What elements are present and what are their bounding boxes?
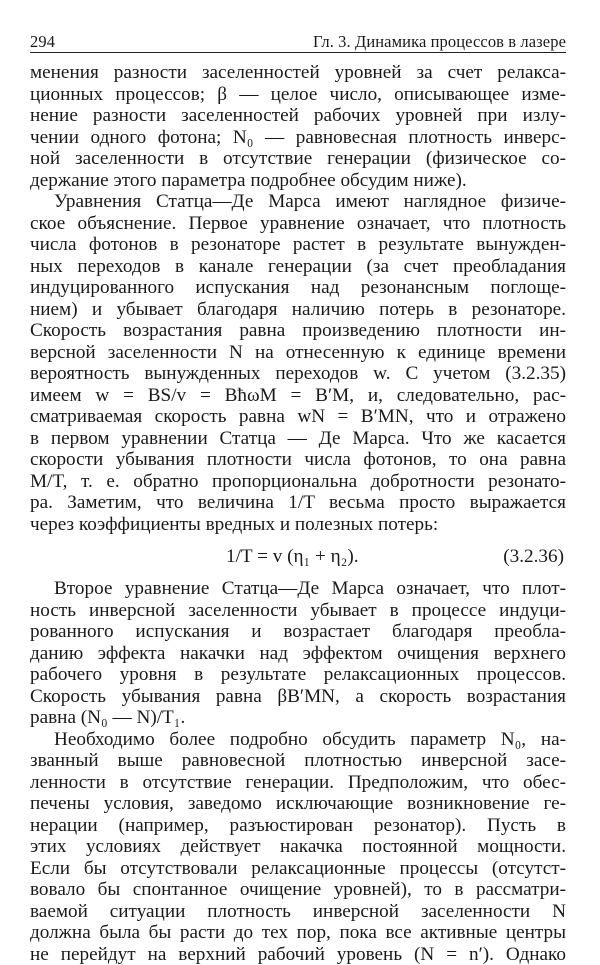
page-number: 294 — [30, 32, 55, 52]
text-line: равна (N₀ — N)/T₁. — [30, 707, 566, 729]
text-line: нение разности заселенностей рабочих уровней при излу- — [30, 105, 566, 127]
text-line: числа фотонов в резонаторе растет в результате вынужден- — [30, 234, 566, 256]
text-line: ваемой ситуации плотность инверсной заселенности N — [30, 901, 566, 923]
text-line: не перейдут на верхний рабочий уровень (N = n′). Однако — [30, 944, 566, 965]
text-line: чении одного фотона; N₀ — равновесная плотность инверс- — [30, 127, 566, 149]
text-line: менения разности заселенностей уровней за счет релакса- — [30, 62, 566, 84]
text-line: держание этого параметра подробнее обсудим ниже). — [30, 170, 566, 192]
text-line: нием) и убывает благодаря наличию потерь в резонаторе. — [30, 299, 566, 321]
text-line: Второе уравнение Статца—Де Марса означает, что плот- — [30, 578, 566, 600]
text-line: званный выше равновесной плотностью инверсной засе- — [30, 750, 566, 772]
text-line: через коэффициенты вредных и полезных потерь: — [30, 514, 566, 536]
body-text — [30, 62, 566, 965]
text-line: ность инверсной заселенности убывает в процессе индуци- — [30, 600, 566, 622]
text-line: Уравнения Статца—Де Марса имеют наглядное физиче- — [30, 191, 566, 213]
text-line: M/T, т. е. обратно пропорциональна добротности резонато- — [30, 471, 566, 493]
text-line: индуцированного испускания над резонансным поглоще- — [30, 277, 566, 299]
text-line: этих условиях действует накачка постоянной мощности. — [30, 836, 566, 858]
text-line: имеем w = BS/v = BħωM = B′M, и, следовательно, рас- — [30, 385, 566, 407]
text-line: печены условия, заведомо исключающие возникновение ге- — [30, 793, 566, 815]
text-line: сматриваемая скорость равна wN = B′MN, что и отражено — [30, 406, 566, 428]
text-line: Необходимо более подробно обсудить параметр N₀, на- — [30, 729, 566, 751]
text-line: нерации (например, разъюстирован резонатор). Пусть в — [30, 815, 566, 837]
text-line: ленности в отсутствие генерации. Предположим, что обес- — [30, 772, 566, 794]
text-line: ных переходов в канале генерации (за счет преобладания — [30, 256, 566, 278]
text-line: рабочего уровня в результате релаксационных процессов. — [30, 664, 566, 686]
text-line: ционных процессов; β — целое число, описывающее изме- — [30, 84, 566, 106]
text-line: ной заселенности в отсутствие генерации (физическое со- — [30, 148, 566, 170]
text-line: Если бы отсутствовали релаксационные процессы (отсутст- — [30, 858, 566, 880]
equation-number: (3.2.36) — [503, 535, 564, 578]
running-title: Гл. 3. Динамика процессов в лазере — [313, 32, 566, 52]
running-header — [30, 26, 566, 52]
text-line: в первом уравнении Статца — Де Марса. Что же касается — [30, 428, 566, 450]
display-equation — [30, 535, 566, 578]
text-line: вероятность вынужденных переходов w. С учетом (3.2.35) — [30, 363, 566, 385]
text-line: Скорость убывания равна βB′MN, а скорость возрастания — [30, 686, 566, 708]
equation-expression: 1/T = v (η₁ + η₂). — [226, 535, 359, 578]
text-line: данию эффекта накачки над эффектом очищения верхнего — [30, 643, 566, 665]
text-line: должна была бы расти до тех пор, пока все активные центры — [30, 922, 566, 944]
text-line: версной заселенности N на отнесенную к единице времени — [30, 342, 566, 364]
text-line: скорости убывания плотности числа фотонов, то она равна — [30, 449, 566, 471]
text-line: вовало бы спонтанное очищение уровней), то в рассматри- — [30, 879, 566, 901]
header-rule — [30, 52, 566, 53]
text-line: ское объяснение. Первое уравнение означает, что плотность — [30, 213, 566, 235]
text-line: рованного испускания и возрастает благодаря преобла- — [30, 621, 566, 643]
text-line: Скорость возрастания равна произведению плотности ин- — [30, 320, 566, 342]
text-line: ра. Заметим, что величина 1/T весьма просто выражается — [30, 492, 566, 514]
